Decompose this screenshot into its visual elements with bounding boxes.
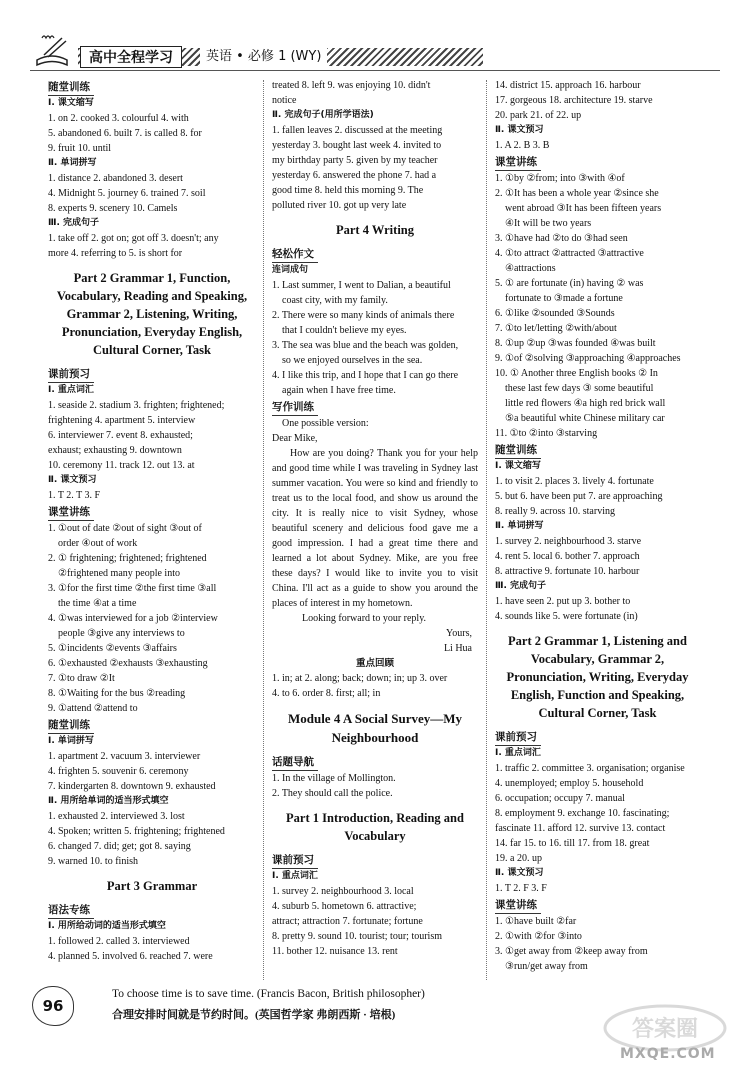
answer-line: these last few days ③ some beautiful [505, 383, 654, 394]
answer-line: 2. They should call the police. [272, 788, 393, 799]
subsection-title: Ⅰ. 课文缩写 [495, 461, 541, 471]
subsection-title: Ⅲ. 完成句子 [495, 581, 547, 591]
part-heading: Part 3 Grammar [106, 879, 198, 893]
footer-quote-english: To choose time is to save time. (Francis Bacon, British philosopher) [112, 988, 425, 1000]
answer-line: 6. changed 7. did; get; got 8. saying [48, 841, 191, 852]
subsection-title: Ⅲ. 完成句子 [48, 218, 100, 228]
answer-line: 1. take off 2. got on; got off 3. doesn't; any [48, 233, 219, 244]
answer-line: the time ④at a time [58, 598, 137, 609]
answer-line: polluted river 10. got up very late [272, 200, 407, 211]
answer-line: 6. ①exhausted ②exhausts ③exhausting [48, 658, 208, 669]
subsection-title: Ⅱ. 单词拼写 [495, 521, 544, 531]
answer-line: 1. In the village of Mollington. [272, 773, 396, 784]
answer-line: 8. employment 9. exchange 10. fascinating; [495, 808, 670, 819]
answer-line: order ④out of work [58, 538, 138, 549]
column-divider [486, 80, 487, 980]
answer-line: little red flowers ④a high red brick wall [505, 398, 666, 409]
subsection-title: Ⅱ. 课文预习 [495, 125, 544, 135]
answer-line: 4. Midnight 5. journey 6. trained 7. soil [48, 188, 206, 199]
answer-line: 1. traffic 2. committee 3. organisation; organise [495, 763, 685, 774]
answer-line: 8. pretty 9. sound 10. tourist; tour; tourism [272, 931, 442, 942]
section-title: 课前预习 [495, 730, 541, 746]
answer-line: 11. bother 12. nuisance 13. rent [272, 946, 398, 957]
subsection-title: Ⅰ. 重点词汇 [272, 871, 318, 881]
answer-line: 4. ①was interviewed for a job ②interview [48, 613, 218, 624]
subsection-title: Ⅱ. 单词拼写 [48, 158, 97, 168]
answer-line: One possible version: [282, 418, 369, 429]
answer-line: notice [272, 95, 297, 106]
column-divider [263, 80, 264, 980]
answer-line: 4. unemployed; employ 5. household [495, 778, 644, 789]
header-rule [30, 70, 720, 71]
subsection-title: Ⅰ. 重点词汇 [495, 748, 541, 758]
answer-line: 14. district 15. approach 16. harbour [495, 80, 641, 91]
answer-line: 4. frighten 5. souvenir 6. ceremony [48, 766, 189, 777]
answer-line: people ③give any interviews to [58, 628, 185, 639]
answer-line: 1. ①out of date ②out of sight ③out of [48, 523, 202, 534]
answer-line: 9. ①of ②solving ③approaching ④approaches [495, 353, 681, 364]
answer-line: ④attractions [505, 263, 556, 274]
subsection-title: Ⅱ. 完成句子(用所学语法) [272, 110, 374, 120]
answer-line: more 4. referring to 5. is short for [48, 248, 183, 259]
answer-line: fortunate to ③made a fortune [505, 293, 623, 304]
answer-line: 10. ceremony 11. track 12. out 13. at [48, 460, 195, 471]
answer-line: 1. ①have built ②far [495, 916, 577, 927]
answer-line: 4. ①to attract ②attracted ③attractive [495, 248, 644, 259]
section-title: 随堂训练 [495, 443, 541, 459]
answer-line: ⑤a beautiful white Chinese military car [505, 413, 665, 424]
answer-line: 1. apartment 2. vacuum 3. interviewer [48, 751, 201, 762]
answer-line: ③run/get away from [505, 961, 588, 972]
answer-line: 1. to visit 2. places 3. lively 4. fortunate [495, 476, 654, 487]
answer-line: 3. The sea was blue and the beach was golden, [272, 340, 459, 351]
answer-line: 4. sounds like 5. were fortunate (in) [495, 611, 638, 622]
section-title: 写作训练 [272, 400, 318, 416]
answer-line: 8. ①up ②up ③was founded ④was built [495, 338, 656, 349]
section-title: 课堂讲练 [495, 155, 541, 171]
answer-line: 7. kindergarten 8. downtown 9. exhausted [48, 781, 216, 792]
column-right [495, 78, 700, 974]
footer-quote-chinese: 合理安排时间就是节约时间。(英国哲学家 弗朗西斯 · 培根) [112, 1009, 396, 1021]
answer-line: yesterday 6. answered the phone 7. had a [272, 170, 437, 181]
answer-line: 3. ①have had ②to do ③had seen [495, 233, 628, 244]
answer-line: 8. attractive 9. fortunate 10. harbour [495, 566, 640, 577]
section-title: 课堂讲练 [48, 505, 94, 521]
letter-signature: Li Hua [443, 643, 472, 654]
answer-line: 10. ① Another three English books ② In [495, 368, 658, 379]
section-title: 随堂训练 [48, 718, 94, 734]
answer-line: 6. interviewer 7. event 8. exhausted; [48, 430, 193, 441]
answer-line: 5. ①incidents ②events ③affairs [48, 643, 177, 654]
answer-line: 5. abandoned 6. built 7. is called 8. for [48, 128, 202, 139]
answer-line: 1. ①by ②from; into ③with ④of [495, 173, 625, 184]
subsection-title: 连词成句 [272, 265, 309, 275]
column-middle [272, 78, 478, 959]
page-number: 96 [32, 986, 74, 1026]
answer-line: so we enjoyed ourselves in the sea. [282, 355, 423, 366]
part-heading: Part 1 Introduction, Reading and Vocabulary [286, 811, 464, 843]
watermark-text: MXQE.COM [620, 1046, 716, 1062]
answer-line: 8. really 9. across 10. starving [495, 506, 615, 517]
answer-line: 4. I like this trip, and I hope that I can go there [272, 370, 459, 381]
subsection-title: Ⅰ. 课文缩写 [48, 98, 94, 108]
answer-line: 4. to 6. order 8. first; all; in [272, 688, 381, 699]
answer-line: fascinate 11. afford 12. survive 13. contact [495, 823, 666, 834]
answer-line: 3. ①for the first time ②the first time ③all [48, 583, 217, 594]
answer-line: 2. There were so many kinds of animals there [272, 310, 455, 321]
answer-line: 4. suburb 5. hometown 6. attractive; [272, 901, 417, 912]
answer-line: ④It will be two years [505, 218, 592, 229]
subsection-title: Ⅱ. 课文预习 [48, 475, 97, 485]
answer-line: 6. occupation; occupy 7. manual [495, 793, 625, 804]
section-title: 话题导航 [272, 755, 318, 771]
answer-line: 7. ①to let/letting ②with/about [495, 323, 617, 334]
section-title: 重点回顾 [355, 658, 394, 669]
answer-line: 14. far 15. to 16. till 17. from 18. great [495, 838, 650, 849]
answer-line: treated 8. left 9. was enjoying 10. didn't [272, 80, 431, 91]
answer-line: 1. in; at 2. along; back; down; in; up 3. over [272, 673, 448, 684]
answer-line: 1. survey 2. neighbourhood 3. local [272, 886, 414, 897]
answer-line: 4. rent 5. local 6. bother 7. approach [495, 551, 640, 562]
answer-line: 9. warned 10. to finish [48, 856, 138, 867]
answer-line: 19. a 20. up [495, 853, 542, 864]
answer-line: 2. ①with ②for ③into [495, 931, 582, 942]
svg-text:答案圈: 答案圈 [631, 1017, 699, 1042]
answer-line: 8. experts 9. scenery 10. Camels [48, 203, 178, 214]
answer-line: frightening 4. apartment 5. interview [48, 415, 196, 426]
answer-line: 1. exhausted 2. interviewed 3. lost [48, 811, 185, 822]
answer-line: 1. Last summer, I went to Dalian, a beautiful [272, 280, 451, 291]
subsection-title: Ⅱ. 用所给单词的适当形式填空 [48, 796, 169, 806]
answer-line: 1. T 2. F 3. F [495, 883, 547, 894]
answer-line: 4. Spoken; written 5. frightening; frightened [48, 826, 225, 837]
answer-line: went abroad ③It has been fifteen years [505, 203, 662, 214]
answer-line: good time 8. held this morning 9. The [272, 185, 424, 196]
page-header [0, 0, 750, 80]
answer-line: exhaust; exhausting 9. downtown [48, 445, 182, 456]
part-heading: Part 2 Grammar 1, Function, Vocabulary, Reading and Speaking, Grammar 2, Listening, Writing, Pronunciation, Everyday English, Cultural Corner, Task [56, 271, 248, 357]
book-subtitle: 英语 • 必修 1 (WY) [200, 46, 327, 68]
answer-line: 3. ①get away from ②keep away from [495, 946, 648, 957]
part-heading: Part 4 Writing [335, 223, 414, 237]
part-heading: Part 2 Grammar 1, Listening and Vocabulary, Grammar 2, Pronunciation, Writing, Everyday English, Function and Speaking, Cultural Corner, Task [506, 634, 689, 720]
book-title: 高中全程学习 [80, 46, 182, 68]
book-logo-icon [32, 30, 82, 70]
answer-line: 1. on 2. cooked 3. colourful 4. with [48, 113, 189, 124]
column-left [48, 78, 256, 964]
answer-line: 1. A 2. B 3. B [495, 140, 550, 151]
answer-line: 5. ① are fortunate (in) having ② was [495, 278, 644, 289]
letter-signoff: Yours, [446, 628, 472, 639]
answer-line: that I couldn't believe my eyes. [282, 325, 407, 336]
answer-line: 1. have seen 2. put up 3. bother to [495, 596, 631, 607]
answer-line: 1. T 2. T 3. F [48, 490, 101, 501]
subsection-title: Ⅰ. 重点词汇 [48, 385, 94, 395]
answer-line: 11. ①to ②into ③starving [495, 428, 598, 439]
answer-line: again when I have free time. [282, 385, 396, 396]
section-title: 随堂训练 [48, 80, 94, 96]
answer-line: yesterday 3. bought last week 4. invited to [272, 140, 442, 151]
subsection-title: Ⅰ. 单词拼写 [48, 736, 94, 746]
answer-line: 20. park 21. of 22. up [495, 110, 582, 121]
answer-line: 1. fallen leaves 2. discussed at the meeting [272, 125, 443, 136]
section-title: 课堂讲练 [495, 898, 541, 914]
answer-line: Dear Mike, [272, 433, 318, 444]
answer-line: 2. ① frightening; frightened; frightened [48, 553, 207, 564]
module-heading: Module 4 A Social Survey—My Neighbourhood [287, 711, 463, 745]
sample-letter: How are you doing? Thank you for your help and good time while I was traveling in Sydney last summer vacation. You were so kind and friendly to treat us to the local food, and show us around the city. It is really nice to visit Sydney, whose beautiful scenery and delicious food gave me a good impression. I had a great time there and learned a lot about Sydney. Mike, are you free these days? I would like to invite you to visit China. I'll act as a guide to show you around the places of interest in my hometown. [272, 448, 478, 609]
answer-line: ②frightened many people into [58, 568, 180, 579]
letter-closing: Looking forward to your reply. [302, 613, 427, 624]
answer-line: 1. seaside 2. stadium 3. frighten; frightened; [48, 400, 225, 411]
answer-line: coast city, with my family. [282, 295, 388, 306]
answer-line: attract; attraction 7. fortunate; fortune [272, 916, 423, 927]
subsection-title: Ⅰ. 用所给动词的适当形式填空 [48, 921, 166, 931]
answer-line: 9. ①attend ②attend to [48, 703, 138, 714]
section-title: 语法专练 [48, 903, 94, 919]
answer-line: 17. gorgeous 18. architecture 19. starve [495, 95, 653, 106]
answer-line: 8. ①Waiting for the bus ②reading [48, 688, 186, 699]
section-title: 轻松作文 [272, 247, 318, 263]
answer-line: 5. but 6. have been put 7. are approaching [495, 491, 663, 502]
answer-line: 9. fruit 10. until [48, 143, 112, 154]
answer-line: 7. ①to draw ②It [48, 673, 115, 684]
answer-line: 6. ①like ②sounded ③Sounds [495, 308, 615, 319]
answer-line: 1. distance 2. abandoned 3. desert [48, 173, 183, 184]
subsection-title: Ⅱ. 课文预习 [495, 868, 544, 878]
section-title: 课前预习 [48, 367, 94, 383]
answer-line: 1. followed 2. called 3. interviewed [48, 936, 190, 947]
answer-line: my birthday party 5. given by my teacher [272, 155, 438, 166]
answer-line: 2. ①It has been a whole year ②since she [495, 188, 659, 199]
answer-line: 1. survey 2. neighbourhood 3. starve [495, 536, 642, 547]
answer-line: 4. planned 5. involved 6. reached 7. were [48, 951, 213, 962]
section-title: 课前预习 [272, 853, 318, 869]
